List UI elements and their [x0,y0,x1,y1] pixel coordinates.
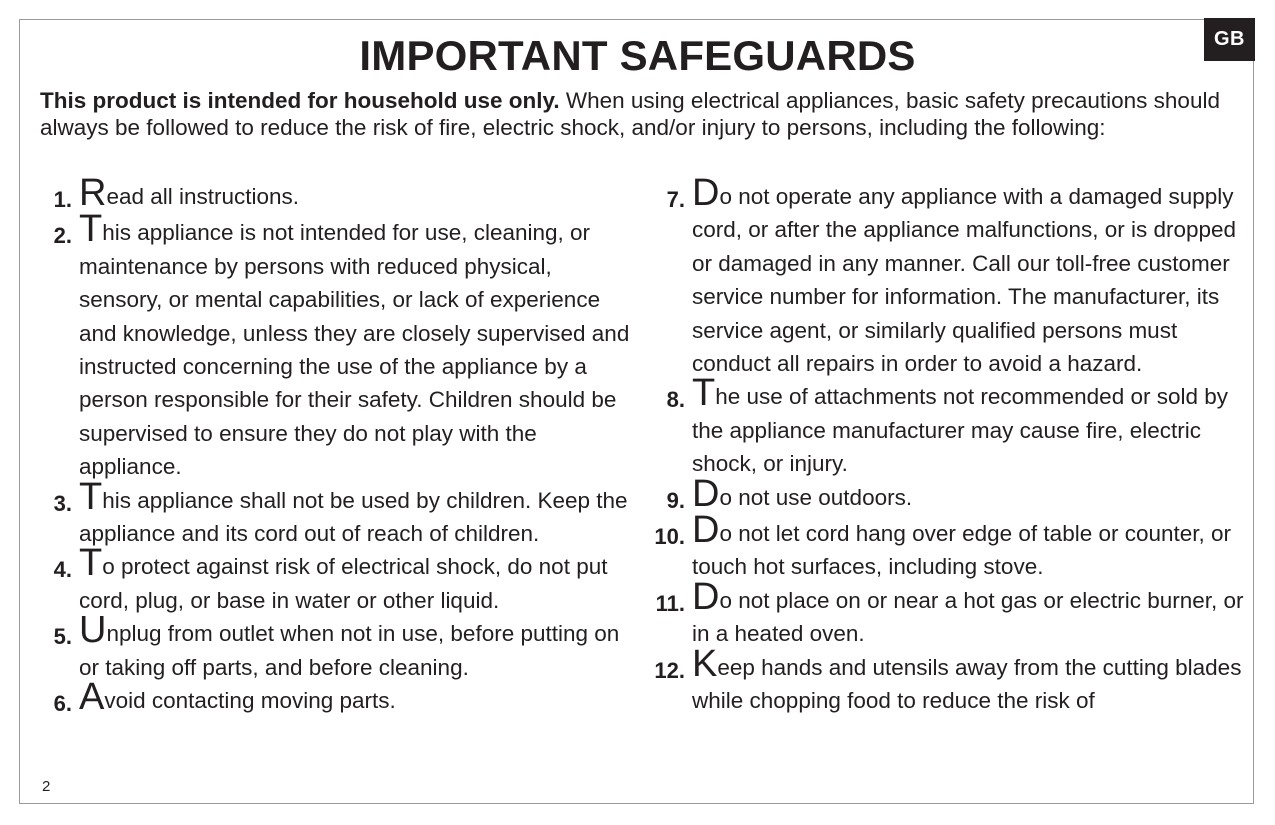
item-text [685,472,1245,515]
item-body: his appliance is not intended for use, cleaning, or maintenance by persons with reduced physical, sensory, or mental capabilities, or lack of experience and knowledge, unless they are closely supervised and instructed concerning the use of the appliance by a person responsible for their safety. Children should be supervised to ensure they do not play with the appliance. [79,220,630,480]
item-body: he use of attachments not recommended or sold by the appliance manufacturer may cause fire, electric shock, or injury. [692,384,1229,477]
item-number: 4. [53,557,72,583]
list-item [20,208,630,483]
drop-cap: D [692,509,720,552]
item-number: 12. [654,657,685,683]
drop-cap: K [692,642,718,685]
item-text [72,475,630,551]
drop-cap: R [79,172,107,214]
item-number: 6. [53,691,72,717]
item-body: o protect against risk of electrical shock, do not put cord, plug, or base in water or other liquid. [79,554,608,613]
item-body: o not let cord hang over edge of table or counter, or touch hot surfaces, including stove. [692,521,1232,580]
item-number: 3. [53,490,72,516]
item-body: void contacting moving parts. [104,688,396,714]
list-item [630,575,1245,651]
drop-cap: U [79,609,107,652]
item-number: 11. [655,590,685,616]
item-text [685,642,1245,718]
item-body: o not use outdoors. [719,484,913,510]
item-body: o not operate any appliance with a damaged supply cord, or after the appliance malfunctions, or is dropped or damaged in any manner. Call our toll-free customer service number for information. The manufacturer, its service agent, or similarly qualified persons must conduct all repairs in order to avoid a hazard. [692,184,1237,377]
list-item [20,475,630,551]
item-text [685,172,1245,380]
item-text [72,172,630,214]
intro-text: When using electrical appliances, basic safety precautions should always be followed to reduce the risk of fire, electric shock, and/or injury to persons, including the following: [40,88,1220,140]
item-text [72,676,630,719]
item-body: his appliance shall not be used by children. Keep the appliance and its cord out of reach of children. [79,487,628,547]
list-item [630,509,1245,584]
intro-bold-statement: This product is intended for household use only. [40,88,560,113]
item-text [72,208,630,483]
drop-cap: T [692,372,716,415]
item-number: 1. [53,187,72,212]
item-body: ead all instructions. [106,184,300,209]
list-item [20,609,630,684]
drop-cap: T [79,475,103,518]
drop-cap: D [692,472,720,515]
item-number: 2. [53,223,72,249]
item-number: 8. [666,387,685,413]
item-number: 5. [53,624,72,650]
list-item [630,642,1245,718]
item-text [72,609,630,684]
page-title: IMPORTANT SAFEGUARDS [359,32,916,79]
drop-cap: T [79,542,103,585]
intro-paragraph [40,87,1240,141]
safeguards-list-left [20,172,630,721]
list-item [20,172,630,216]
list-item [630,172,1245,380]
drop-cap: T [79,208,103,251]
item-text [685,509,1245,584]
item-number: 9. [666,487,685,513]
item-text [685,372,1245,480]
item-text [72,542,630,617]
list-item [630,472,1245,517]
list-item [20,542,630,617]
list-item [630,372,1245,480]
item-number: 7. [666,187,685,212]
drop-cap: A [79,676,105,719]
item-body: eep hands and utensils away from the cutting blades while chopping food to reduce the risk of [692,654,1242,714]
item-text [685,575,1245,651]
page-number: 2 [42,778,51,795]
safeguards-list-right [630,172,1245,718]
list-item [20,676,630,720]
item-number: 10. [654,524,685,550]
item-body: o not place on or near a hot gas or electric burner, or in a heated oven. [692,587,1244,647]
language-badge: GB [1204,18,1255,61]
item-body: nplug from outlet when not in use, before putting on or taking off parts, and before cleaning. [79,621,620,680]
drop-cap: D [692,575,720,618]
drop-cap: D [692,172,720,214]
